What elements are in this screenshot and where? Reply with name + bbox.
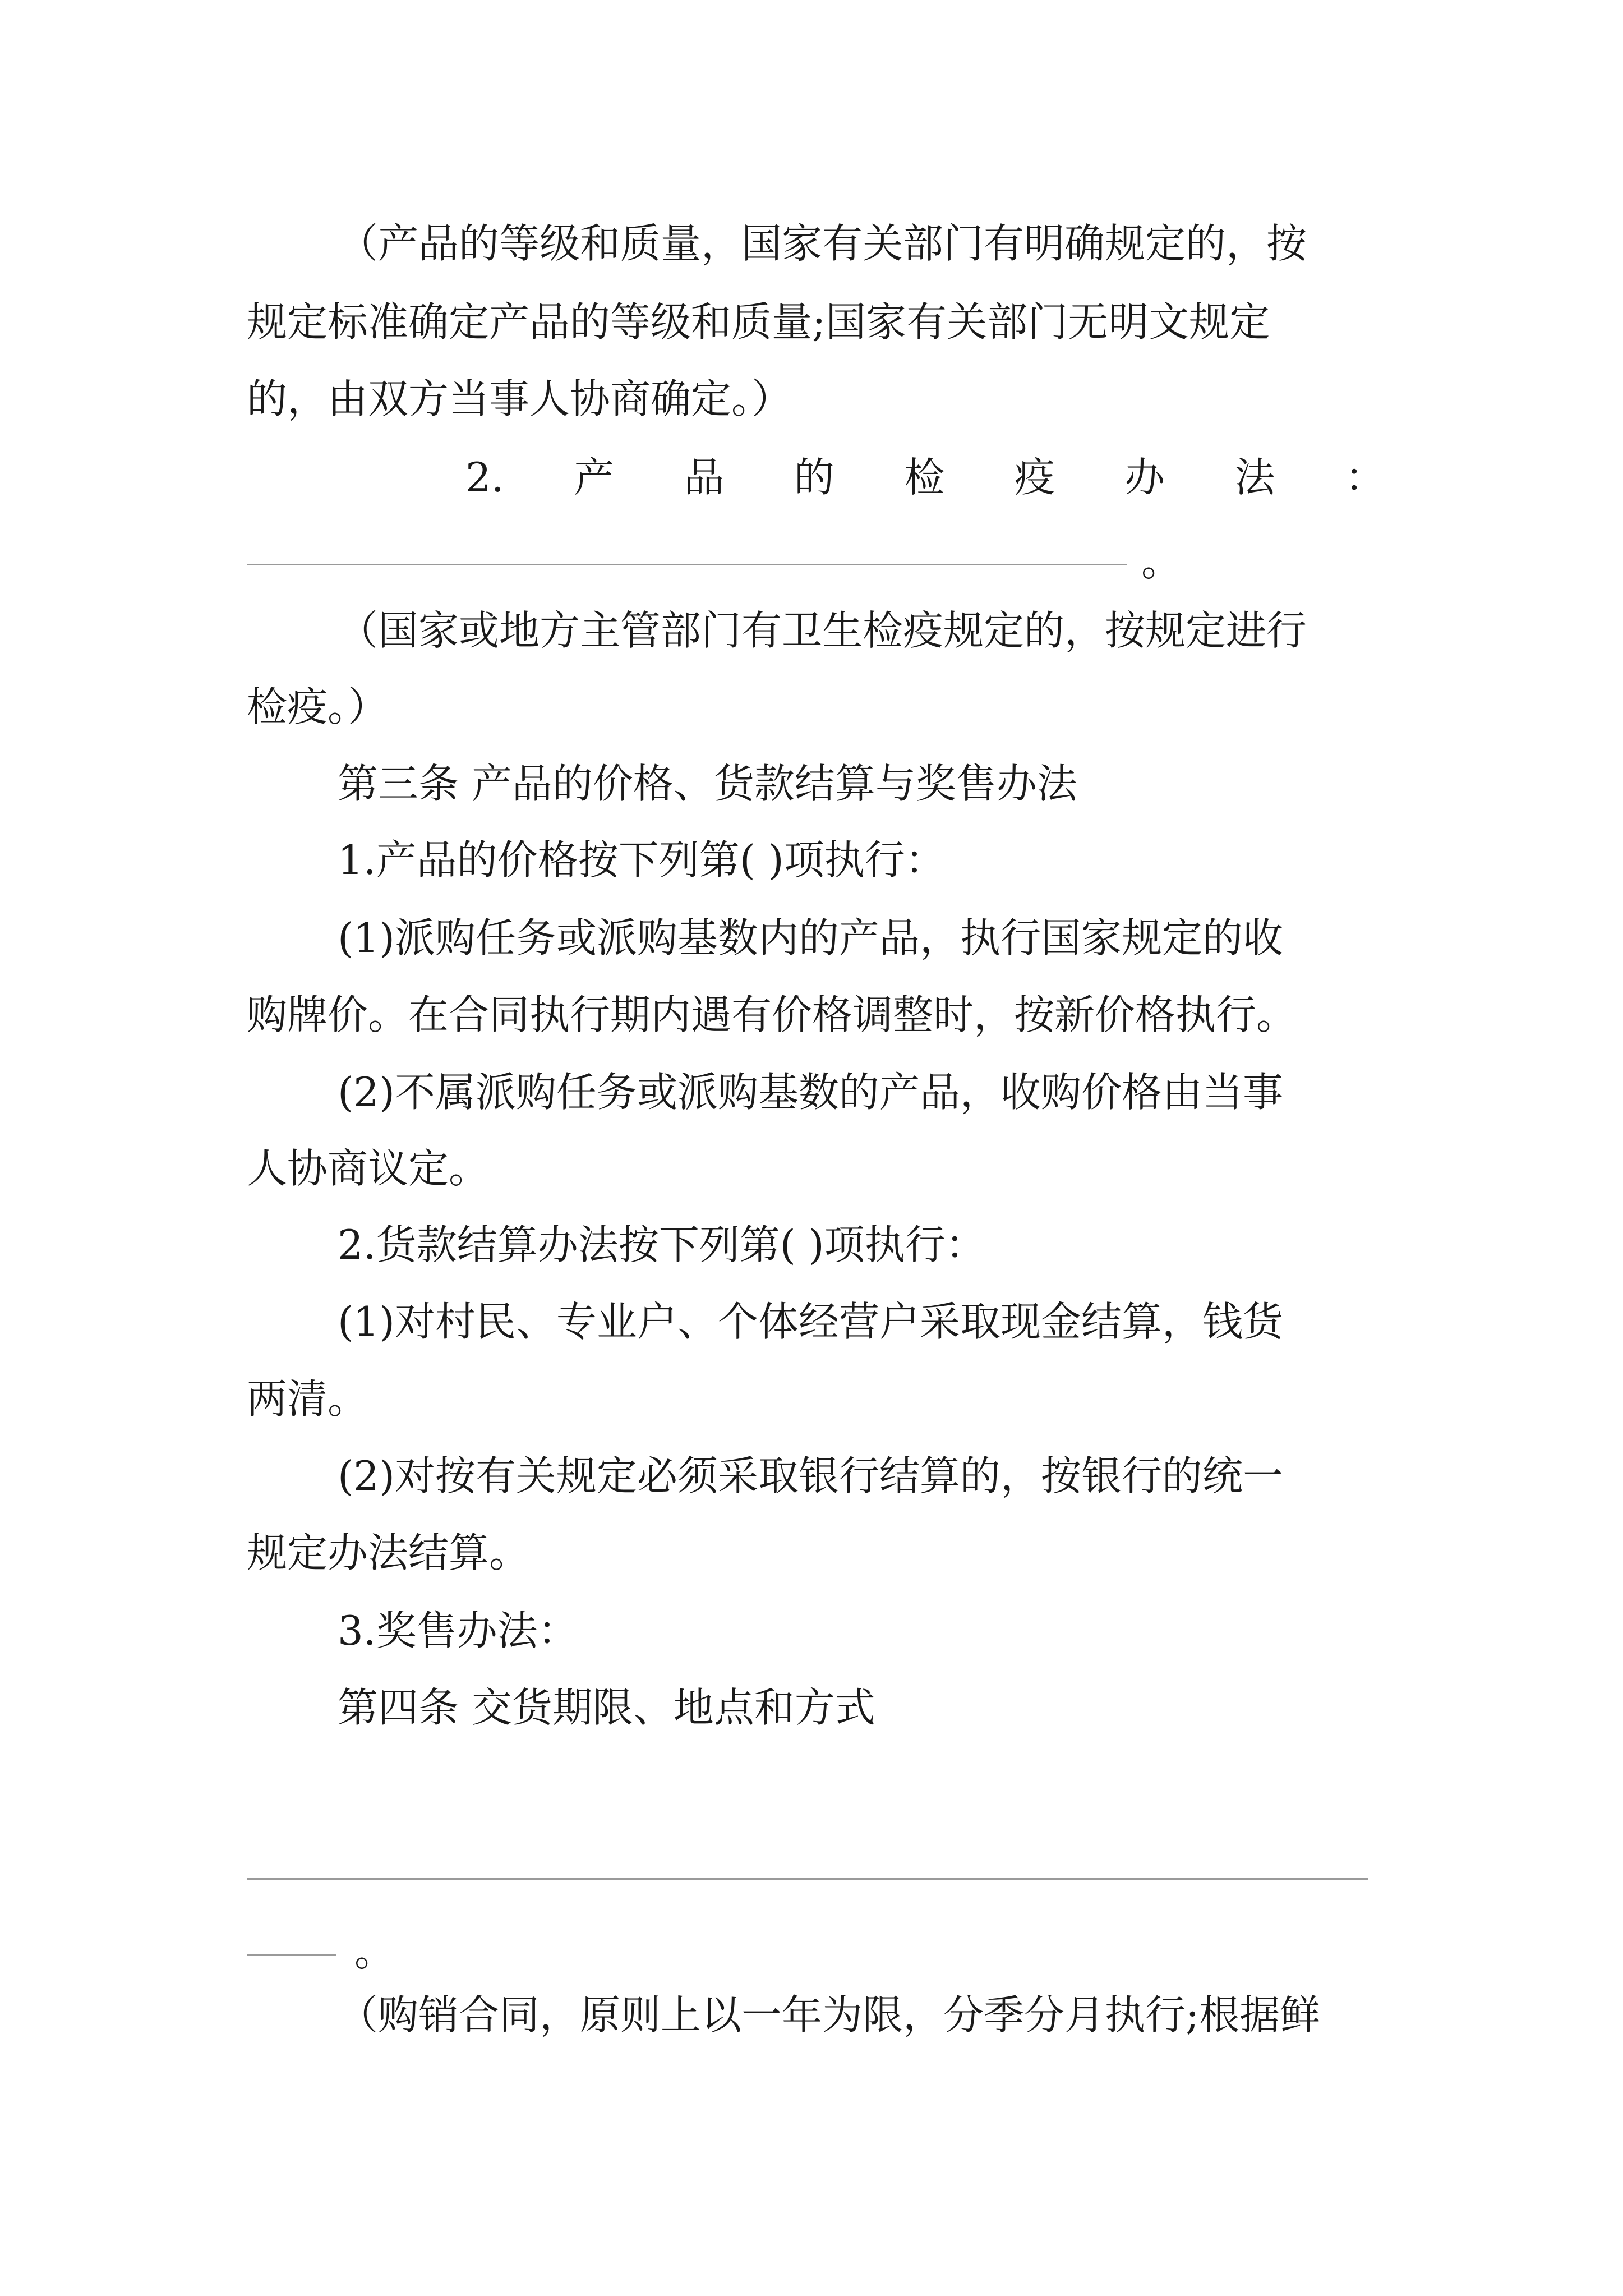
article-3-title: 第三条 产品的价格、货款结算与奖售办法 — [338, 760, 1077, 807]
heading-char: 检 — [904, 454, 945, 501]
inspection-method-heading — [465, 454, 1385, 501]
p-last-line-1: （购销合同，原则上以一年为限，分季分月执行;根据鲜 — [338, 1991, 1321, 2039]
item-2: 2.货款结算办法按下列第( )项执行： — [338, 1221, 986, 1268]
heading-char: 品 — [684, 454, 725, 501]
p3-line-2: 检疫。） — [247, 683, 389, 730]
item-1-2-line-1: (2)不属派购任务或派购基数的产品，收购价格由当事 — [338, 1069, 1283, 1116]
blank-end-period: 。 — [1141, 538, 1182, 585]
p1-line-1: （产品的等级和质量，国家有关部门有明确规定的，按 — [338, 220, 1307, 267]
fill-in-blank-rule — [247, 1878, 1368, 1880]
heading-char: ： — [1344, 454, 1385, 501]
item-2-2-line-2: 规定办法结算。 — [247, 1529, 530, 1576]
fill-in-blank-rule — [247, 1954, 336, 1956]
blank-end-period: 。 — [354, 1928, 395, 1975]
heading-char: 办 — [1124, 454, 1165, 501]
item-2-1-line-1: (1)对村民、专业户、个体经营户采取现金结算，钱货 — [338, 1298, 1283, 1345]
heading-char: 法 — [1234, 454, 1275, 501]
p3-line-1: （国家或地方主管部门有卫生检疫规定的，按规定进行 — [338, 607, 1307, 654]
item-1: 1.产品的价格按下列第( )项执行： — [338, 836, 946, 884]
item-1-1-line-2: 购牌价。在合同执行期内遇有价格调整时，按新价格执行。 — [247, 991, 1297, 1038]
item-2-1-line-2: 两清。 — [247, 1375, 368, 1423]
item-2-2-line-1: (2)对按有关规定必须采取银行结算的，按银行的统一 — [338, 1452, 1283, 1499]
heading-char: 2. — [465, 454, 504, 501]
item-1-2-line-2: 人协商议定。 — [247, 1145, 490, 1192]
article-4-title: 第四条 交货期限、地点和方式 — [338, 1684, 875, 1731]
heading-char: 产 — [574, 454, 615, 501]
heading-char: 的 — [794, 454, 834, 501]
heading-char: 疫 — [1014, 454, 1055, 501]
p1-line-2: 规定标准确定产品的等级和质量;国家有关部门无明文规定 — [247, 298, 1270, 346]
p1-line-3: 的，由双方当事人协商确定。） — [247, 375, 792, 422]
item-1-1-line-1: (1)派购任务或派购基数内的产品，执行国家规定的收 — [338, 914, 1283, 961]
fill-in-blank-rule — [247, 564, 1127, 565]
item-3: 3.奖售办法： — [338, 1607, 578, 1654]
